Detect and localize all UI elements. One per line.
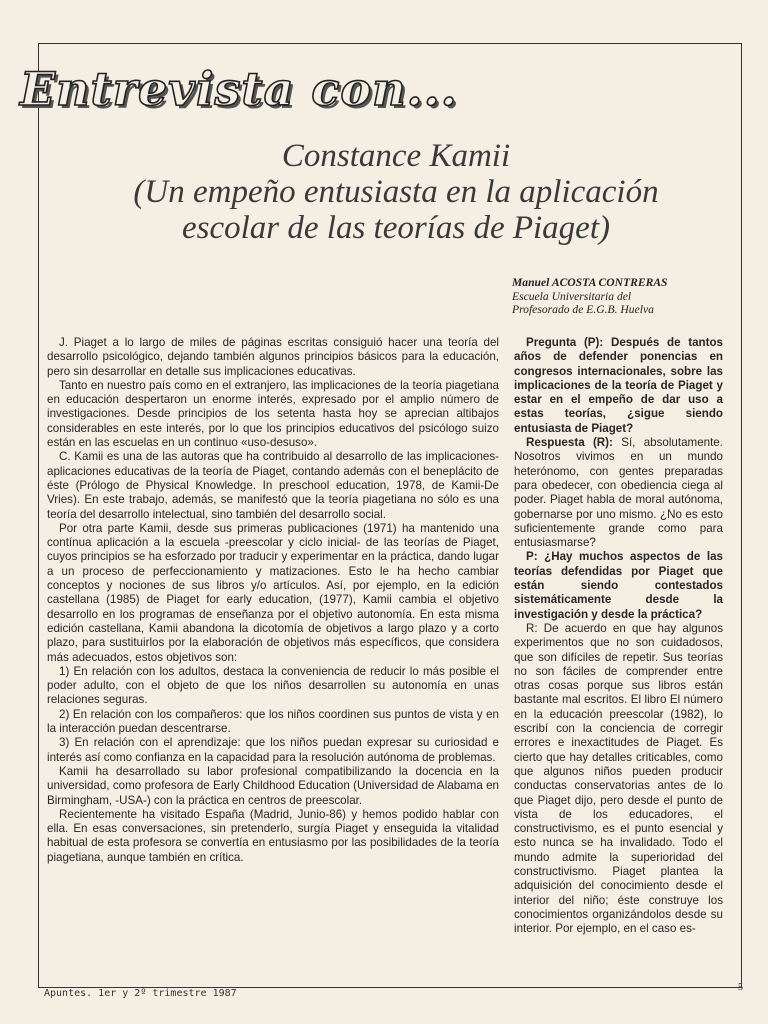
section-kicker: Entrevista con... (20, 62, 458, 116)
byline (512, 276, 742, 317)
paragraph: C. Kamii es una de las autoras que ha contribuido al desarrollo de las implicaciones-aplicaciones educativas de la teoría de Piaget, contando además con el beneplácito de éste (Prólogo de Physical Knowledge. In preschool education, 1978, de Kamii-De Vries). En este trabajo, además, se manifestó que la teoría piagetiana no sólo es una teoría del desarrollo intelectual, sino también del desarrollo social. (47, 450, 499, 521)
question-2: P: ¿Hay muchos aspectos de las teorías defendidas por Piaget que están siendo contestados sistemáticamente desde la investigación y desde la práctica? (514, 550, 723, 621)
paragraph: Kamii ha desarrollado su labor profesional compatibilizando la docencia en la universidad, como profesora de Early Childhood Education (Universidad de Alabama en Birmingham, -USA-) con la práctica en centros de preescolar. (47, 764, 499, 807)
question-1: Pregunta (P): Después de tantos años de defender ponencias en congresos internacionales, sobre las implicaciones de la teoría de Piaget y estar en el empeño de dar uso a estas teorías, ¿sigue siendo entusiasta de Piaget? (514, 336, 723, 435)
article-title (60, 138, 732, 246)
affiliation-line-2: Profesorado de E.G.B. Huelva (512, 303, 654, 316)
author-name: Manuel ACOSTA CONTRERAS (512, 276, 668, 289)
title-line-1: Constance Kamii (281, 138, 511, 174)
paragraph: Recientemente ha visitado España (Madrid, Junio-86) y hemos podido hablar con ella. En esas conversaciones, sin pretenderlo, surgía Piaget y enseguida la vitalidad habitual de esta profesora se convertía en entusiasmo por las posibilidades de la teoría piagetiana, aunque también en crítica. (47, 807, 499, 864)
answer-1-text: Sí, absolutamente. Nosotros vivimos en un mundo heterónomo, con gentes preparadas para obedecer, con obediencia ciega al poder. Piaget habla de moral autónoma, gobernarse por uno mismo. ¿No es esto suficientemente grande como para entusiasmarse? (514, 436, 723, 550)
paragraph: J. Piaget a lo largo de miles de páginas escritas consiguió hacer una teoría del desarrollo psicológico, dejando también algunos principios básicos para la educación, pero sin desarrollar en detalle sus implicaciones educativas. (47, 336, 499, 378)
page-number: 5 (738, 982, 743, 993)
answer-2: R: De acuerdo en que hay algunos experimentos que no son cuidadosos, que son difíciles de repetir. Sus teorías no son fáciles de comprender entre otras cosas porque sus libros están bastante mal escritos. El libro El número en la educación preescolar (1982), lo escribí con la conciencia de corregir errores e inexactitudes de Piaget. Es cierto que hay detalles criticables, como que algunos niños pueden producir conductas conservatorias antes de lo que Piaget dijo, pero desde el punto de vista de los educadores, el constructivismo, es el punto esencial y esto nunca se ha invalidado. Todo el mundo admite la superioridad del constructivismo. Piaget plantea la adquisición del conocimiento desde el interior del niño; éste construye los conocimientos organizándolos desde su interior. Por ejemplo, en el caso es- (514, 621, 723, 936)
objective-item: 2) En relación con los compañeros: que los niños coordinen sus puntos de vista y en la interacción puedan descentrarse. (47, 707, 499, 736)
left-column (47, 336, 499, 865)
title-line-3: escolar de las teorías de Piaget) (181, 210, 610, 246)
paragraph: Por otra parte Kamii, desde sus primeras publicaciones (1971) ha mantenido una contínua aplicación a la escuela -preescolar y ciclo inicial- de las teorías de Piaget, cuyos principios se ha esforzado por traducir y experimentar en la práctica, dando lugar a un proceso de perfeccionamiento y matizaciones. Esto le ha hecho cambiar conceptos y nociones de sus libros y/o artículos. Así, por ejemplo, en la edición castellana (1985) de Piaget for early education, (1977), Kamii cambia el objetivo desarrollo en los programas de enseñanza por el objetivo autonomía. En esta misma edición castellana, Kamii abandona la dicotomía de objetivos a largo plazo y a corto plazo, para sustituirlos por la elaboración de objetivos más específicos, que considera más adecuados, estos objetivos son: (47, 521, 499, 664)
affiliation-line-1: Escuela Universitaria del (512, 289, 632, 303)
right-column (514, 336, 723, 936)
title-line-2: (Un empeño entusiasta en la aplicación (133, 174, 659, 210)
journal-footer: Apuntes. 1er y 2º trimestre 1987 (44, 988, 237, 999)
answer-1 (514, 436, 723, 550)
objective-item: 3) En relación con el aprendizaje: que los niños puedan expresar su curiosidad e interés así como confianza en la capacidad para la resolución autónoma de problemas. (47, 736, 499, 764)
objective-item: 1) En relación con los adultos, destaca la conveniencia de reducir lo más posible el poder adulto, con el objeto de que los niños desarrollen su autonomía en unas relaciones seguras. (47, 664, 499, 707)
answer-label: Respuesta (R): (526, 436, 613, 450)
paragraph: Tanto en nuestro país como en el extranjero, las implicaciones de la teoría piagetiana en educación despertaron un enorme interés, expresado por el amplio número de investigaciones. Desde principios de los setenta hasta hoy se aprecian altibajos considerables en este interés, por lo que los principios educativos del psicólogo suizo están en las escuelas en un continuo «uso-desuso». (47, 378, 499, 450)
